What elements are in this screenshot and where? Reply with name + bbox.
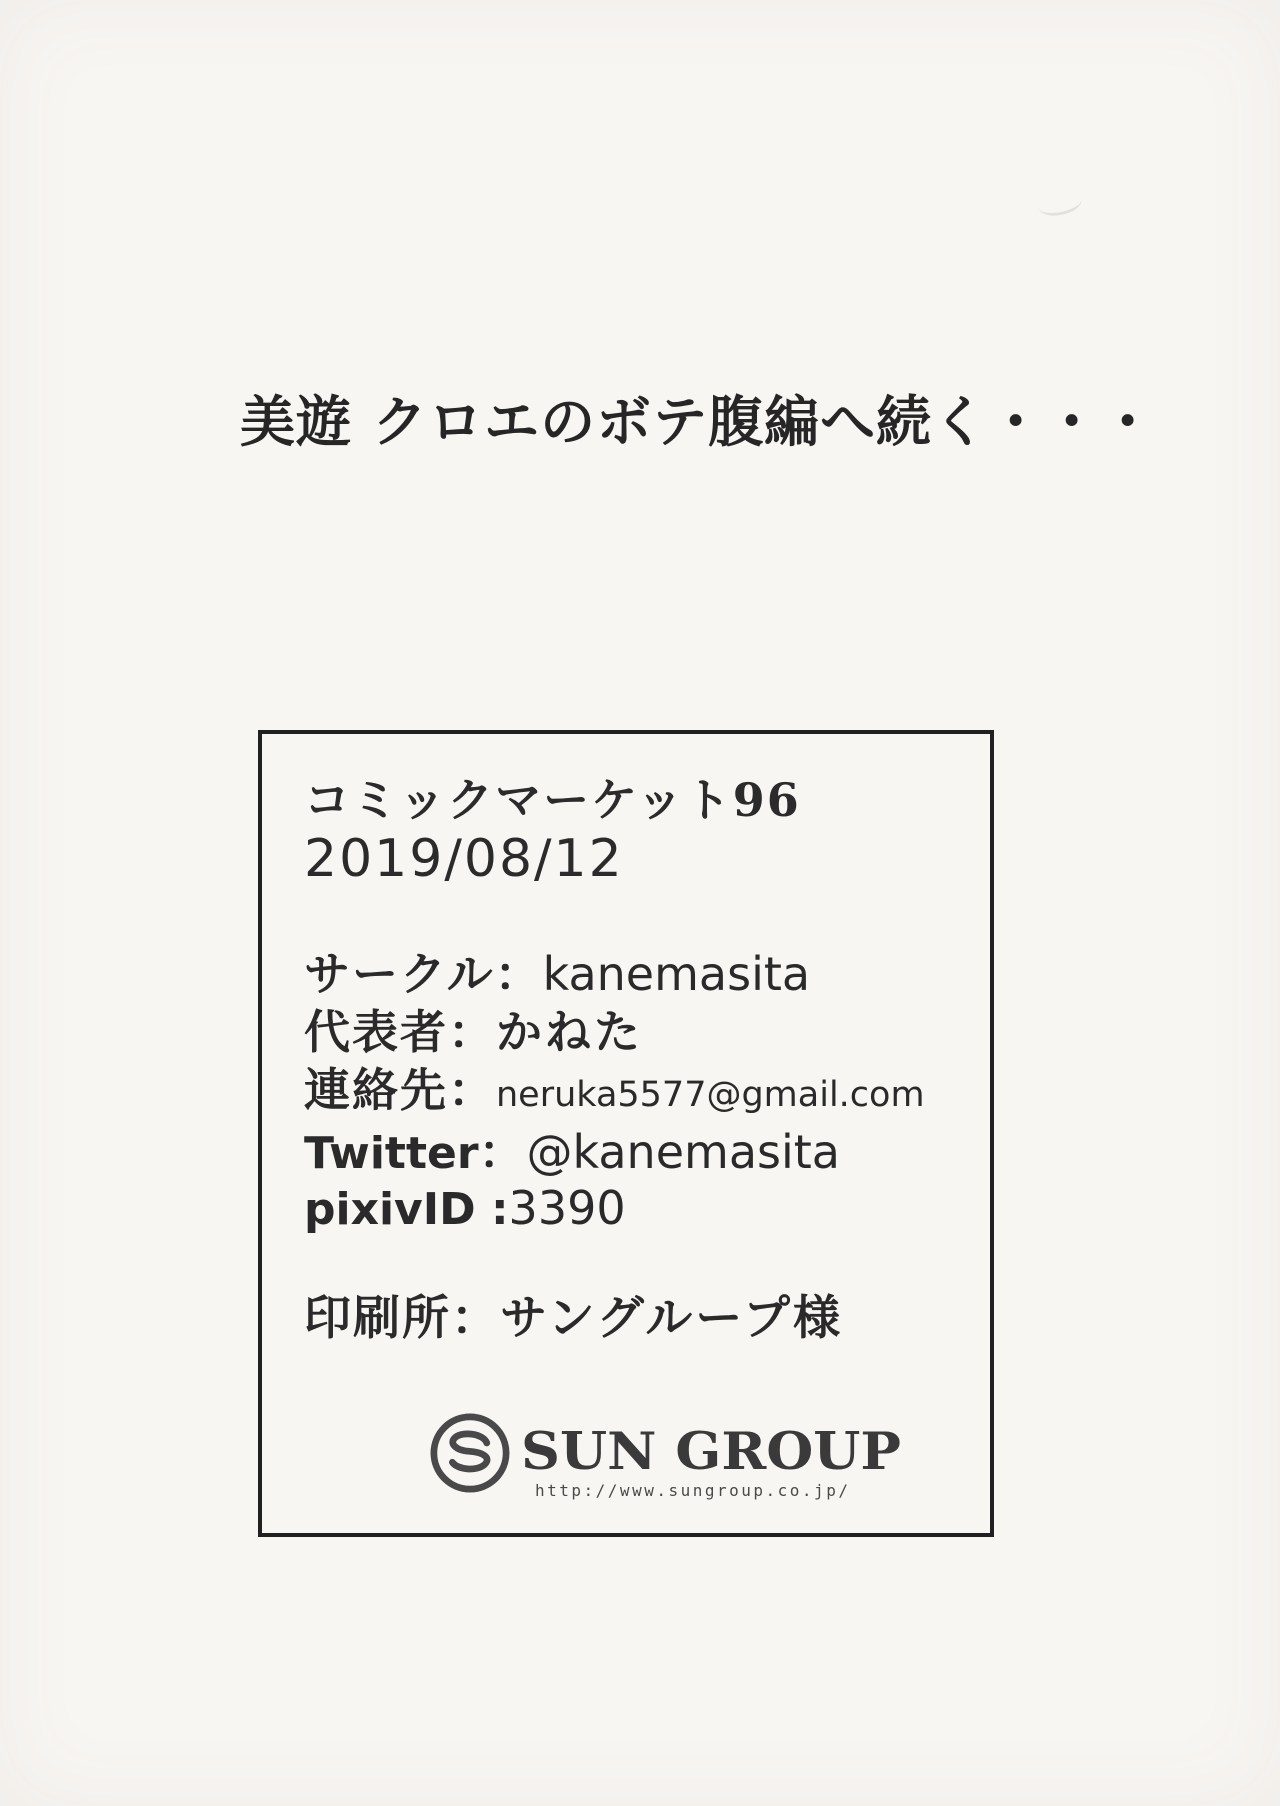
twitter-label: Twitter — [304, 1128, 479, 1179]
pixiv-row — [304, 1182, 626, 1236]
event-date: 2019/08/12 — [304, 829, 624, 889]
circle-value: kanemasita — [542, 947, 811, 1001]
pixiv-label: pixivID — [304, 1184, 476, 1235]
scan-artifact — [1036, 188, 1084, 220]
printer-colon: ： — [451, 1291, 500, 1346]
circle-colon: ： — [494, 947, 543, 1001]
continuation-note: 美遊 クロエのボテ腹編へ続く・・・ — [240, 389, 1157, 454]
contact-colon: ： — [448, 1063, 496, 1117]
colophon-box — [258, 730, 994, 1537]
sun-group-logo — [428, 1411, 901, 1500]
sun-group-text-block — [521, 1420, 901, 1500]
pixiv-id: 3390 — [508, 1181, 626, 1235]
sun-group-name: SUN GROUP — [521, 1420, 901, 1482]
representative-value: かねた — [496, 1005, 643, 1059]
printer-row — [304, 1292, 843, 1346]
contact-row — [304, 1064, 925, 1117]
circle-row — [304, 948, 810, 1001]
event-name: コミックマーケット96 — [304, 773, 801, 827]
pixiv-colon: : — [475, 1184, 509, 1235]
twitter-handle: @kanemasita — [526, 1125, 840, 1179]
representative-row — [304, 1006, 643, 1059]
printer-label: 印刷所 — [304, 1291, 451, 1346]
circle-label: サークル — [304, 947, 495, 1001]
sun-group-emblem-icon — [428, 1411, 512, 1495]
twitter-colon: ： — [478, 1125, 527, 1179]
twitter-row — [304, 1126, 840, 1180]
contact-label: 連絡先 — [304, 1063, 448, 1117]
sun-group-url: http://www.sungroup.co.jp/ — [535, 1481, 851, 1500]
representative-colon: ： — [448, 1005, 496, 1059]
printer-value: サングループ様 — [500, 1291, 843, 1346]
representative-label: 代表者 — [304, 1005, 448, 1059]
contact-email: neruka5577@gmail.com — [496, 1075, 925, 1115]
